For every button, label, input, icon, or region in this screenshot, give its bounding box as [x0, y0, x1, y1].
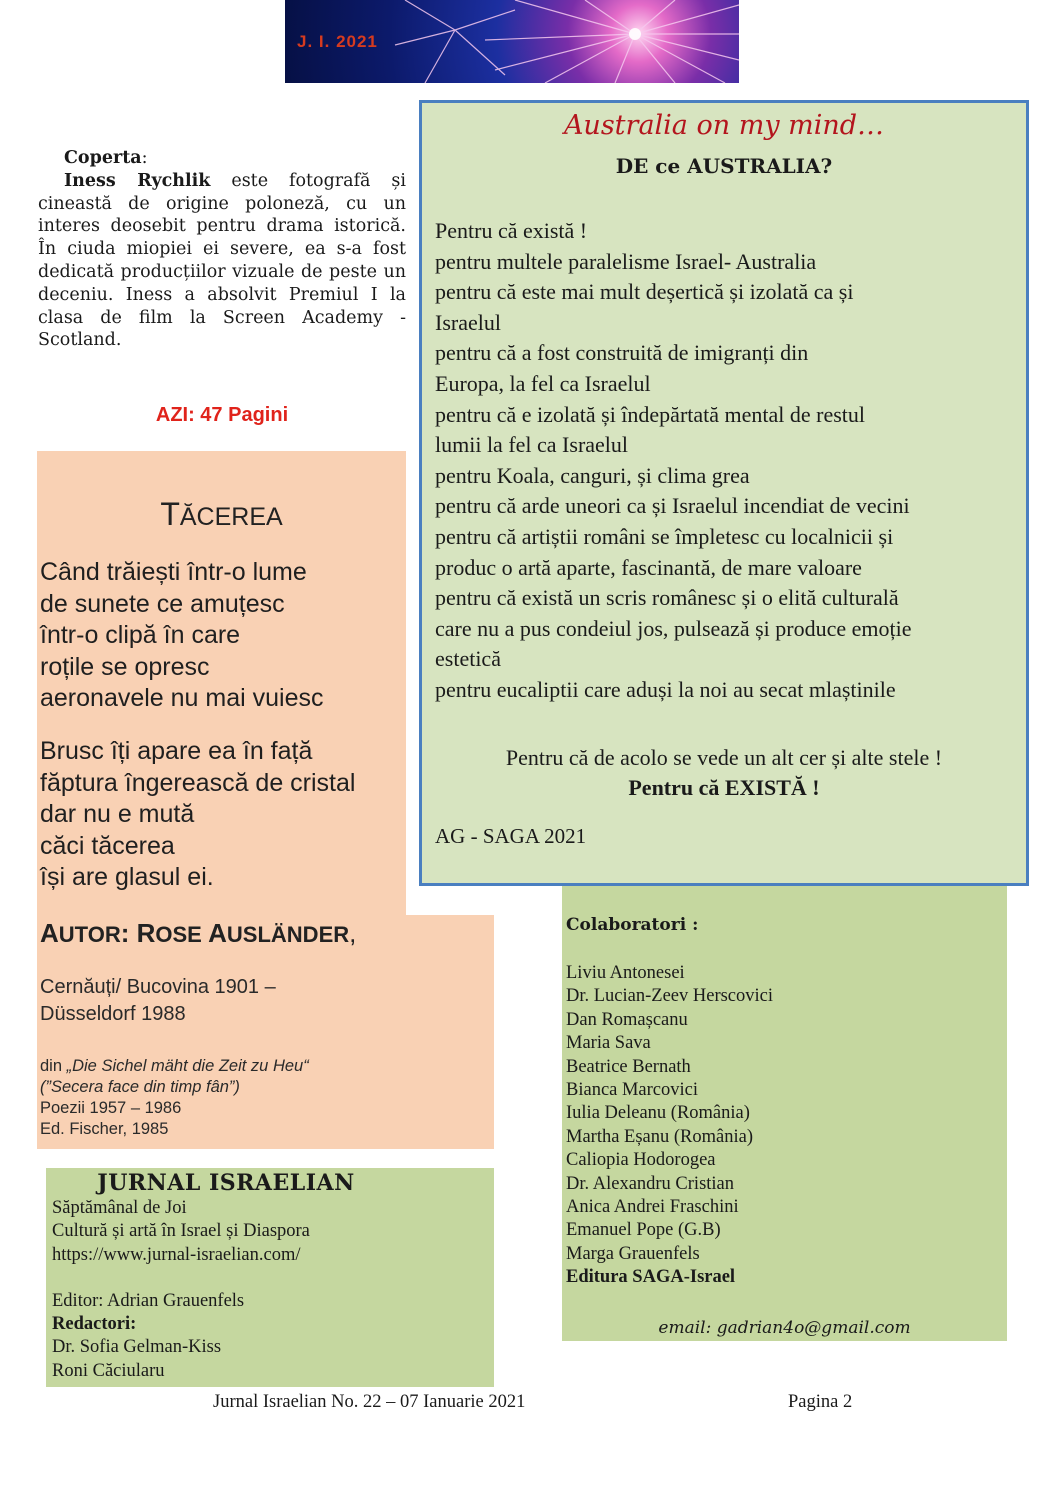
book-title: „Die Sichel mäht die Zeit zu Heu“ — [66, 1057, 309, 1075]
website-link[interactable]: https://www.jurnal-israelian.com/ — [52, 1244, 301, 1265]
publisher-name: Editura SAGA-Israel — [566, 1267, 736, 1288]
list-item: Dr. Alexandru Cristian — [566, 1173, 735, 1194]
australia-reasons: Pentru că există ! pentru multele paralelisme Israel- Australia pentru că este mai mult deșertică și izolată ca și Israelul pentru că a fost construită de imigranți din Europa, la fel ca Israelul pentru că e izolată și îndepărtată mental de restul lumii la fel ca Israelul pentru Koala, canguri, și clima grea pentru că arde uneori ca și Israelul incendiat de vecini pentru că artiștii români se împletesc cu localnicii și produc o artă aparte, fascinantă, de mare valoare pentru că există un scris românesc și o elită culturală care nu a pus condeiul jos, pulsează și produce emoție estetică pentru eucaliptii care aduși la noi au secat mlaștinile — [435, 218, 912, 702]
list-item: Bianca Marcovici — [566, 1080, 699, 1101]
list-item: Anica Andrei Fraschini — [566, 1197, 739, 1218]
australia-subtitle: DE ce AUSTRALIA? — [615, 154, 833, 178]
list-item: Marga Grauenfels — [566, 1243, 700, 1264]
australia-title: Australia on my mind… — [563, 110, 885, 141]
list-item: Beatrice Bernath — [566, 1056, 691, 1077]
page-footer: Jurnal Israelian No. 22 – 07 Ianuarie 2021 — [213, 1392, 526, 1412]
poem-author: AUTOR: ROSE AUSLÄNDER, — [40, 918, 357, 948]
australia-closing: Pentru că de acolo se vede un alt cer și alte stele ! Pentru că EXISTĂ ! — [505, 745, 943, 800]
banner-label: J. I. 2021 — [297, 32, 378, 51]
list-item: Caliopia Hodorogea — [566, 1150, 716, 1171]
page-count-note: AZI: 47 Pagini — [155, 404, 289, 426]
poem-stanza-1: Când trăiești într-o lume de sunete ce amuțesc într-o clipă în care roțile se opresc aeronavele nu mai vuiesc — [40, 558, 324, 712]
contact-email[interactable]: email: gadrian4o@gmail.com — [658, 1318, 911, 1338]
collaborators-list — [566, 962, 1006, 1290]
fireworks-banner — [285, 0, 739, 83]
list-item: Emanuel Pope (G.B) — [566, 1220, 721, 1241]
cover-description: Coperta: Iness Rychlik este fotografă și cineastă de origine poloneză, cu un interes deosebit pentru drama istorică. În ciuda miopiei ei severe, ea s-a fost dedicată producțiilor vizuale de peste un deceniu. Iness a absolvit Premiul I la clasa de film la Screen Academy - Scotland. — [38, 148, 406, 351]
poem-stanza-2: Brusc îți apare ea în față făptura îngerească de cristal dar nu e mută căci tăcerea își are glasul ei. — [40, 737, 356, 891]
list-item: Maria Sava — [566, 1033, 651, 1054]
collaborators-heading: Colaboratori : — [566, 915, 699, 935]
list-item: Iulia Deleanu (România) — [566, 1103, 750, 1124]
australia-signature: AG - SAGA 2021 — [435, 824, 587, 848]
masthead-details: Săptămânal de Joi Cultură și artă în Israel și Diaspora https://www.jurnal-israelian.com/ Editor: Adrian Grauenfels Redactori: Dr. Sofia Gelman-Kiss Roni Căciularu — [52, 1197, 492, 1383]
cover-text: este fotografă și cineastă de origine poloneză, cu un interes deosebit pentru drama istorică. În ciuda miopiei ei severe, ea s-a fost dedicată producțiilor vizuale de peste un deceniu. Iness a absolvit Premiul I la clasa de film la Screen Academy - Scotland. — [38, 170, 406, 351]
poem-title: TĂCEREA — [160, 496, 283, 532]
masthead-title: JURNAL ISRAELIAN — [97, 1170, 355, 1196]
page-number: Pagina 2 — [788, 1392, 853, 1412]
list-item: Martha Eșanu (România) — [566, 1126, 753, 1147]
book-translation: (”Secera face din timp fân”) — [40, 1078, 240, 1096]
book-info: din „Die Sichel mäht die Zeit zu Heu“ (”Secera face din timp fân”) Poezii 1957 – 1986 Ed. Fischer, 1985 — [40, 1057, 309, 1138]
list-item: Liviu Antonesei — [566, 963, 685, 983]
list-item: Dan Romașcanu — [566, 1009, 688, 1030]
list-item: Dr. Lucian-Zeev Herscovici — [566, 986, 774, 1007]
cover-label: Coperta — [64, 148, 142, 168]
cover-photographer-name: Iness Rychlik — [64, 170, 211, 191]
author-bio: Cernăuți/ Bucovina 1901 – Düsseldorf 1988 — [40, 976, 276, 1025]
